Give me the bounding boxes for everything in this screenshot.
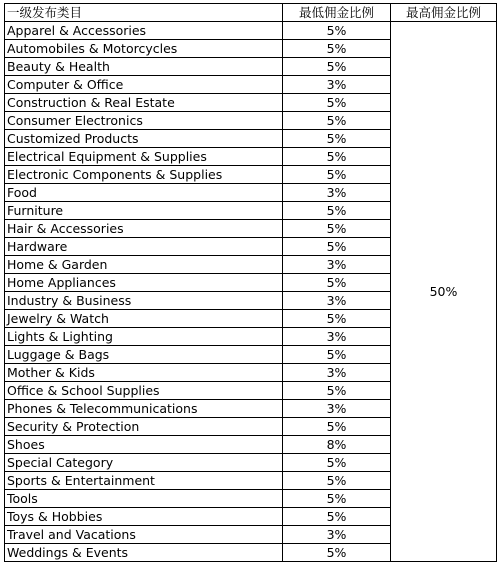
category-cell: Shoes [5,436,283,454]
min-rate-cell: 5% [283,418,391,436]
min-rate-cell: 3% [283,184,391,202]
min-rate-cell: 5% [283,472,391,490]
header-row [5,4,497,22]
category-cell: Home & Garden [5,256,283,274]
category-cell: Special Category [5,454,283,472]
category-cell: Security & Protection [5,418,283,436]
category-cell: Weddings & Events [5,544,283,562]
category-cell: Furniture [5,202,283,220]
min-rate-cell: 5% [283,544,391,562]
min-rate-cell: 8% [283,436,391,454]
min-rate-cell: 5% [283,346,391,364]
header-category: 一级发布类目 [5,4,283,22]
category-cell: Hair & Accessories [5,220,283,238]
category-cell: Jewelry & Watch [5,310,283,328]
min-rate-cell: 3% [283,256,391,274]
max-rate-cell: 50% [391,22,497,562]
header-max-rate: 最高佣金比例 [391,4,497,22]
category-cell: Travel and Vacations [5,526,283,544]
header-min-rate: 最低佣金比例 [283,4,391,22]
min-rate-cell: 5% [283,454,391,472]
min-rate-cell: 5% [283,382,391,400]
category-cell: Industry & Business [5,292,283,310]
category-cell: Customized Products [5,130,283,148]
category-cell: Tools [5,490,283,508]
min-rate-cell: 5% [283,238,391,256]
category-cell: Sports & Entertainment [5,472,283,490]
min-rate-cell: 3% [283,328,391,346]
category-cell: Beauty & Health [5,58,283,76]
min-rate-cell: 5% [283,508,391,526]
category-cell: Office & School Supplies [5,382,283,400]
min-rate-cell: 5% [283,58,391,76]
category-cell: Apparel & Accessories [5,22,283,40]
min-rate-cell: 5% [283,130,391,148]
category-cell: Lights & Lighting [5,328,283,346]
min-rate-cell: 5% [283,220,391,238]
category-cell: Electronic Components & Supplies [5,166,283,184]
min-rate-cell: 3% [283,76,391,94]
min-rate-cell: 5% [283,310,391,328]
min-rate-cell: 5% [283,202,391,220]
category-cell: Automobiles & Motorcycles [5,40,283,58]
min-rate-cell: 5% [283,22,391,40]
min-rate-cell: 5% [283,40,391,58]
category-cell: Hardware [5,238,283,256]
commission-table [4,3,497,562]
category-cell: Toys & Hobbies [5,508,283,526]
category-cell: Electrical Equipment & Supplies [5,148,283,166]
category-cell: Computer & Office [5,76,283,94]
category-cell: Phones & Telecommunications [5,400,283,418]
min-rate-cell: 5% [283,94,391,112]
category-cell: Construction & Real Estate [5,94,283,112]
category-cell: Mother & Kids [5,364,283,382]
min-rate-cell: 5% [283,112,391,130]
min-rate-cell: 5% [283,274,391,292]
min-rate-cell: 5% [283,148,391,166]
table-body [5,22,497,562]
min-rate-cell: 3% [283,292,391,310]
category-cell: Food [5,184,283,202]
table-row [5,22,497,40]
min-rate-cell: 5% [283,490,391,508]
category-cell: Home Appliances [5,274,283,292]
min-rate-cell: 3% [283,400,391,418]
category-cell: Consumer Electronics [5,112,283,130]
min-rate-cell: 3% [283,364,391,382]
category-cell: Luggage & Bags [5,346,283,364]
min-rate-cell: 5% [283,166,391,184]
min-rate-cell: 3% [283,526,391,544]
